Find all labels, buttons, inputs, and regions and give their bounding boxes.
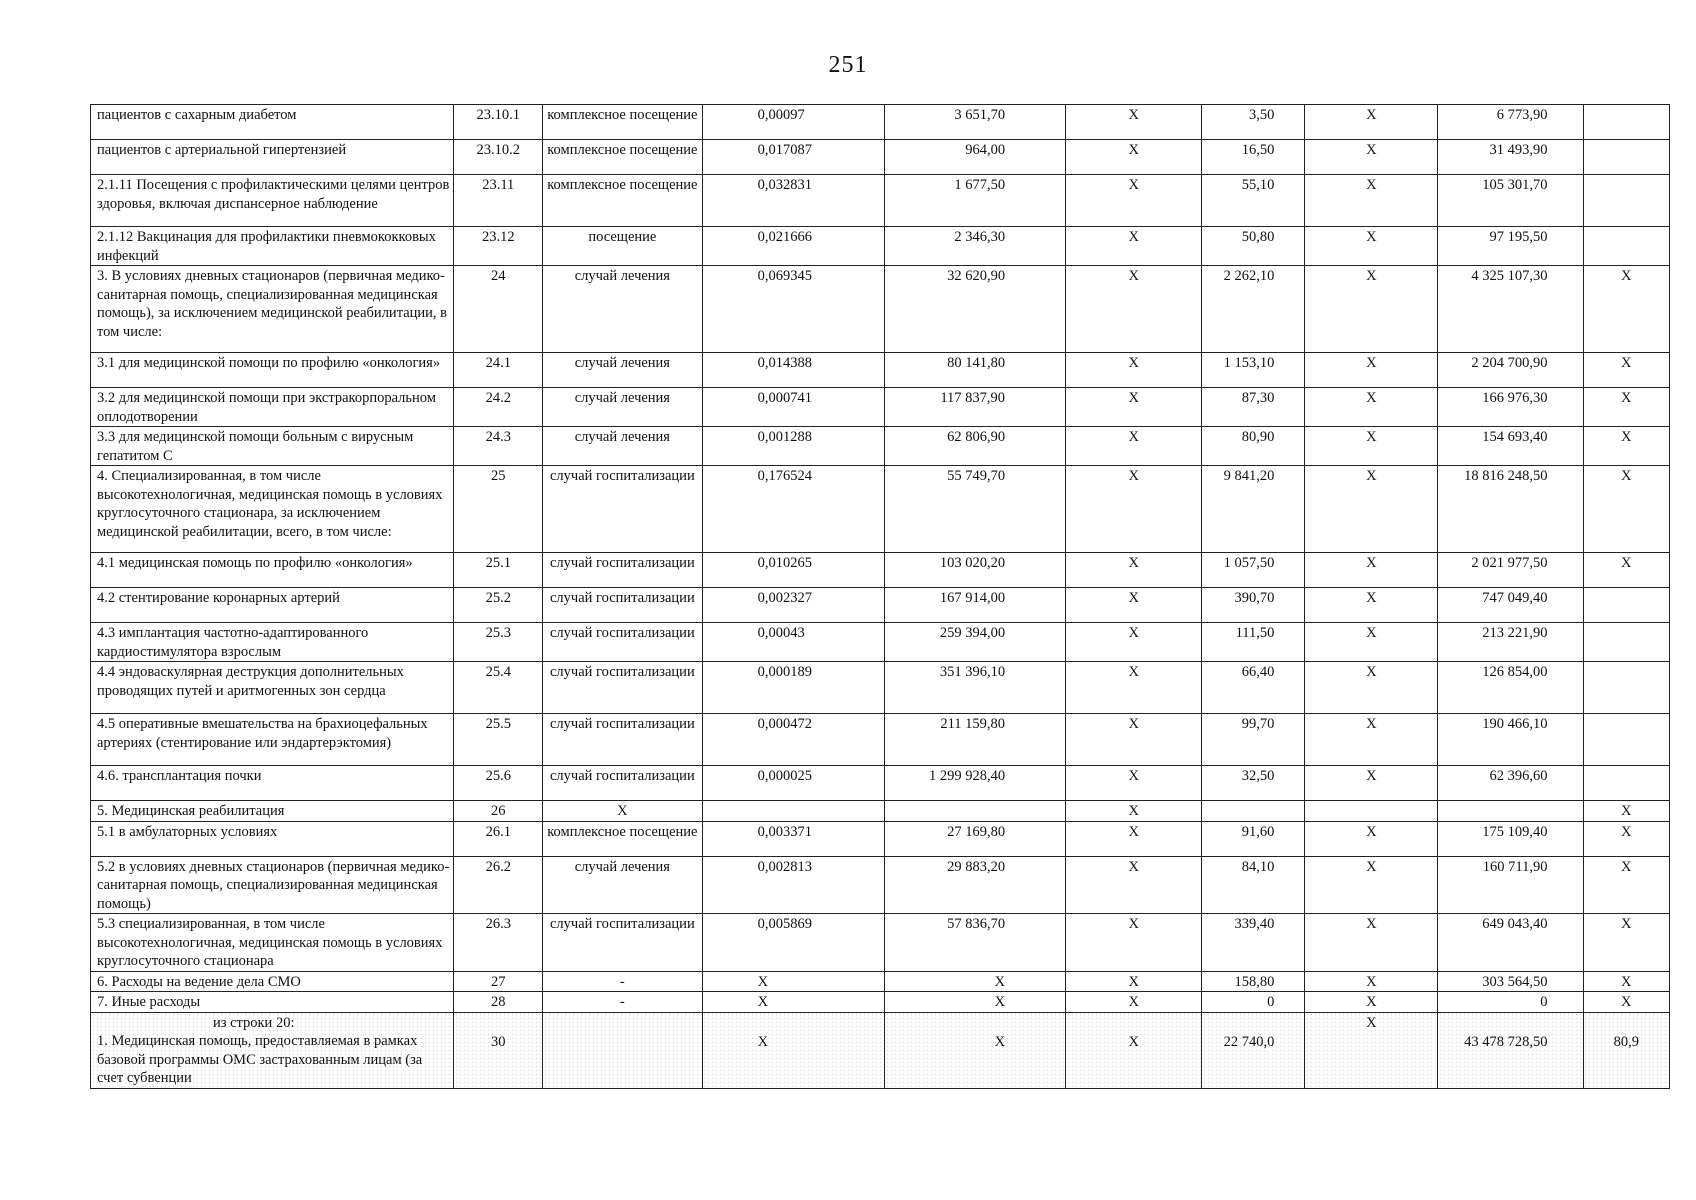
row-name: 5.3 специализированная, в том числе высокотехнологичная, медицинская помощь в условиях круглосуточного стационара bbox=[91, 914, 454, 972]
row-unit: комплексное посещение bbox=[543, 821, 703, 856]
row-col7: 84,10 bbox=[1202, 856, 1305, 914]
row-col7: 1 057,50 bbox=[1202, 553, 1305, 588]
row-norm: 0,002327 bbox=[702, 588, 885, 623]
row-col9: 126 854,00 bbox=[1438, 662, 1583, 714]
table-row bbox=[91, 105, 1670, 140]
row-unit: случай лечения bbox=[543, 856, 703, 914]
table-row bbox=[91, 714, 1670, 766]
row-col9 bbox=[1438, 801, 1583, 822]
row-col9: 175 109,40 bbox=[1438, 821, 1583, 856]
row-col6: X bbox=[1066, 227, 1202, 266]
row-col6: X bbox=[1066, 821, 1202, 856]
row-cost: 964,00 bbox=[885, 140, 1066, 175]
table-row bbox=[91, 662, 1670, 714]
row-col8: X bbox=[1305, 175, 1438, 227]
row-cost: X bbox=[885, 1012, 1066, 1088]
row-col9: 4 325 107,30 bbox=[1438, 266, 1583, 353]
row-cost bbox=[885, 801, 1066, 822]
row-col6: X bbox=[1066, 971, 1202, 992]
row-col10 bbox=[1583, 175, 1670, 227]
row-col6: X bbox=[1066, 1012, 1202, 1088]
row-col6: X bbox=[1066, 588, 1202, 623]
row-norm: 0,000741 bbox=[702, 388, 885, 427]
row-col8: X bbox=[1305, 266, 1438, 353]
row-unit: - bbox=[543, 992, 703, 1013]
row-norm: 0,001288 bbox=[702, 427, 885, 466]
row-cost: 3 651,70 bbox=[885, 105, 1066, 140]
row-name: 4.4 эндоваскулярная деструкция дополнительных проводящих путей и аритмогенных зон сердца bbox=[91, 662, 454, 714]
row-col8: X bbox=[1305, 353, 1438, 388]
row-name: 2.1.11 Посещения с профилактическими целями центров здоровья, включая диспансерное наблюдение bbox=[91, 175, 454, 227]
row-col8: X bbox=[1305, 388, 1438, 427]
row-col7 bbox=[1202, 801, 1305, 822]
row-col6: X bbox=[1066, 992, 1202, 1013]
row-col10: X bbox=[1583, 856, 1670, 914]
row-cost: 1 299 928,40 bbox=[885, 766, 1066, 801]
row-col7: 22 740,0 bbox=[1202, 1012, 1305, 1088]
row-col6: X bbox=[1066, 140, 1202, 175]
row-code: 26.2 bbox=[454, 856, 543, 914]
row-name: 3.1 для медицинской помощи по профилю «онкология» bbox=[91, 353, 454, 388]
row-code: 26.3 bbox=[454, 914, 543, 972]
row-col7: 55,10 bbox=[1202, 175, 1305, 227]
row-col8 bbox=[1305, 801, 1438, 822]
row-name: 4. Специализированная, в том числе высокотехнологичная, медицинская помощь в условиях круглосуточного стационара, за исключением медицинской реабилитации, всего, в том числе: bbox=[91, 466, 454, 553]
row-norm: 0,000025 bbox=[702, 766, 885, 801]
row-cost: 351 396,10 bbox=[885, 662, 1066, 714]
table-row bbox=[91, 266, 1670, 353]
row-cost: 32 620,90 bbox=[885, 266, 1066, 353]
row-col8: X bbox=[1305, 662, 1438, 714]
row-col9: 0 bbox=[1438, 992, 1583, 1013]
row-cost: 57 836,70 bbox=[885, 914, 1066, 972]
row-col7: 87,30 bbox=[1202, 388, 1305, 427]
table-row bbox=[91, 588, 1670, 623]
row-subheading: из строки 20: bbox=[212, 1014, 295, 1031]
row-col6: X bbox=[1066, 175, 1202, 227]
row-norm: 0,005869 bbox=[702, 914, 885, 972]
row-col7: 80,90 bbox=[1202, 427, 1305, 466]
row-col9: 97 195,50 bbox=[1438, 227, 1583, 266]
table-row bbox=[91, 623, 1670, 662]
row-name: 3.3 для медицинской помощи больным с вирусным гепатитом С bbox=[91, 427, 454, 466]
row-cost: X bbox=[885, 992, 1066, 1013]
row-col7: 390,70 bbox=[1202, 588, 1305, 623]
row-col6: X bbox=[1066, 914, 1202, 972]
row-col9: 6 773,90 bbox=[1438, 105, 1583, 140]
row-col10 bbox=[1583, 623, 1670, 662]
row-unit: посещение bbox=[543, 227, 703, 266]
row-col6: X bbox=[1066, 466, 1202, 553]
row-col8: X bbox=[1305, 971, 1438, 992]
row-col10 bbox=[1583, 662, 1670, 714]
row-col6: X bbox=[1066, 266, 1202, 353]
row-code: 25 bbox=[454, 466, 543, 553]
row-col9: 213 221,90 bbox=[1438, 623, 1583, 662]
row-code: 25.3 bbox=[454, 623, 543, 662]
row-norm: 0,069345 bbox=[702, 266, 885, 353]
row-col10 bbox=[1583, 714, 1670, 766]
row-col9: 154 693,40 bbox=[1438, 427, 1583, 466]
row-name: пациентов с сахарным диабетом bbox=[91, 105, 454, 140]
row-col7: 99,70 bbox=[1202, 714, 1305, 766]
row-col9: 18 816 248,50 bbox=[1438, 466, 1583, 553]
row-name bbox=[91, 1012, 454, 1088]
row-norm: 0,003371 bbox=[702, 821, 885, 856]
row-code: 26 bbox=[454, 801, 543, 822]
row-code: 30 bbox=[454, 1012, 543, 1088]
row-name: 4.3 имплантация частотно-адаптированного кардиостимулятора взрослым bbox=[91, 623, 454, 662]
row-name: 3.2 для медицинской помощи при экстракорпоральном оплодотворении bbox=[91, 388, 454, 427]
row-col8: X bbox=[1305, 914, 1438, 972]
row-col10: X bbox=[1583, 821, 1670, 856]
table-body bbox=[91, 105, 1670, 1089]
row-col8: X bbox=[1305, 140, 1438, 175]
row-col8: X bbox=[1305, 427, 1438, 466]
row-code: 23.11 bbox=[454, 175, 543, 227]
table-row bbox=[91, 553, 1670, 588]
row-col7: 16,50 bbox=[1202, 140, 1305, 175]
row-unit bbox=[543, 1012, 703, 1088]
row-unit: случай лечения bbox=[543, 266, 703, 353]
row-col6: X bbox=[1066, 353, 1202, 388]
table-row-total bbox=[91, 1012, 1670, 1088]
row-col7: 158,80 bbox=[1202, 971, 1305, 992]
row-code: 27 bbox=[454, 971, 543, 992]
row-col7: 32,50 bbox=[1202, 766, 1305, 801]
row-col8: X bbox=[1305, 553, 1438, 588]
row-col8: X bbox=[1305, 821, 1438, 856]
row-col6: X bbox=[1066, 553, 1202, 588]
row-col8: X bbox=[1305, 466, 1438, 553]
row-norm: 0,017087 bbox=[702, 140, 885, 175]
row-col9: 303 564,50 bbox=[1438, 971, 1583, 992]
row-code: 25.5 bbox=[454, 714, 543, 766]
row-col6: X bbox=[1066, 427, 1202, 466]
row-cost: 117 837,90 bbox=[885, 388, 1066, 427]
row-code: 26.1 bbox=[454, 821, 543, 856]
row-norm: 0,010265 bbox=[702, 553, 885, 588]
row-col10 bbox=[1583, 140, 1670, 175]
row-col8: X bbox=[1305, 105, 1438, 140]
row-cost: 62 806,90 bbox=[885, 427, 1066, 466]
row-norm: 0,000189 bbox=[702, 662, 885, 714]
row-col8: X bbox=[1305, 588, 1438, 623]
row-col8: X bbox=[1305, 856, 1438, 914]
row-unit: - bbox=[543, 971, 703, 992]
row-code: 25.4 bbox=[454, 662, 543, 714]
row-norm bbox=[702, 801, 885, 822]
row-name: пациентов с артериальной гипертензией bbox=[91, 140, 454, 175]
row-cost: 27 169,80 bbox=[885, 821, 1066, 856]
row-col7: 1 153,10 bbox=[1202, 353, 1305, 388]
table-row bbox=[91, 140, 1670, 175]
row-col6: X bbox=[1066, 105, 1202, 140]
row-unit: случай лечения bbox=[543, 427, 703, 466]
row-col10 bbox=[1583, 588, 1670, 623]
row-unit: случай госпитализации bbox=[543, 466, 703, 553]
row-col6: X bbox=[1066, 801, 1202, 822]
row-col10 bbox=[1583, 105, 1670, 140]
row-col8: X bbox=[1305, 766, 1438, 801]
row-name: 7. Иные расходы bbox=[91, 992, 454, 1013]
row-col10: 80,9 bbox=[1583, 1012, 1670, 1088]
row-unit: случай госпитализации bbox=[543, 662, 703, 714]
row-unit: комплексное посещение bbox=[543, 175, 703, 227]
row-norm: 0,000472 bbox=[702, 714, 885, 766]
row-unit: комплексное посещение bbox=[543, 140, 703, 175]
row-code: 23.12 bbox=[454, 227, 543, 266]
row-cost: 103 020,20 bbox=[885, 553, 1066, 588]
row-norm: X bbox=[702, 1012, 885, 1088]
row-col7: 339,40 bbox=[1202, 914, 1305, 972]
row-col10 bbox=[1583, 766, 1670, 801]
row-col10: X bbox=[1583, 466, 1670, 553]
table-row bbox=[91, 766, 1670, 801]
table-row bbox=[91, 914, 1670, 972]
row-name-text: 1. Медицинская помощь, предоставляемая в рамках базовой программы ОМС застрахованным лицам (за счет субвенции bbox=[97, 1033, 423, 1086]
row-norm: 0,032831 bbox=[702, 175, 885, 227]
table-row bbox=[91, 971, 1670, 992]
row-col9: 166 976,30 bbox=[1438, 388, 1583, 427]
tariff-table bbox=[90, 104, 1670, 1089]
row-code: 23.10.1 bbox=[454, 105, 543, 140]
row-col7: 9 841,20 bbox=[1202, 466, 1305, 553]
row-col10 bbox=[1583, 227, 1670, 266]
row-col7: 50,80 bbox=[1202, 227, 1305, 266]
row-col7: 66,40 bbox=[1202, 662, 1305, 714]
row-unit: случай госпитализации bbox=[543, 553, 703, 588]
row-col9: 160 711,90 bbox=[1438, 856, 1583, 914]
row-unit: X bbox=[543, 801, 703, 822]
table-row bbox=[91, 992, 1670, 1013]
row-cost: 29 883,20 bbox=[885, 856, 1066, 914]
row-col7: 91,60 bbox=[1202, 821, 1305, 856]
row-code: 24.3 bbox=[454, 427, 543, 466]
row-col6: X bbox=[1066, 623, 1202, 662]
row-col10: X bbox=[1583, 992, 1670, 1013]
row-name: 5. Медицинская реабилитация bbox=[91, 801, 454, 822]
row-cost: 55 749,70 bbox=[885, 466, 1066, 553]
row-norm: 0,00097 bbox=[702, 105, 885, 140]
row-col10: X bbox=[1583, 427, 1670, 466]
row-col9: 105 301,70 bbox=[1438, 175, 1583, 227]
row-name: 4.5 оперативные вмешательства на брахиоцефальных артериях (стентирование или эндартерэктомия) bbox=[91, 714, 454, 766]
row-name: 5.1 в амбулаторных условиях bbox=[91, 821, 454, 856]
row-code: 24.1 bbox=[454, 353, 543, 388]
row-col9: 2 021 977,50 bbox=[1438, 553, 1583, 588]
row-name: 6. Расходы на ведение дела СМО bbox=[91, 971, 454, 992]
table-row bbox=[91, 388, 1670, 427]
row-unit: случай госпитализации bbox=[543, 766, 703, 801]
row-col9: 649 043,40 bbox=[1438, 914, 1583, 972]
row-code: 25.1 bbox=[454, 553, 543, 588]
row-cost: 80 141,80 bbox=[885, 353, 1066, 388]
row-cost: 259 394,00 bbox=[885, 623, 1066, 662]
row-cost: 211 159,80 bbox=[885, 714, 1066, 766]
row-name: 4.2 стентирование коронарных артерий bbox=[91, 588, 454, 623]
row-col6: X bbox=[1066, 766, 1202, 801]
row-unit: случай госпитализации bbox=[543, 588, 703, 623]
row-col7: 0 bbox=[1202, 992, 1305, 1013]
row-norm: 0,00043 bbox=[702, 623, 885, 662]
row-code: 23.10.2 bbox=[454, 140, 543, 175]
row-name: 3. В условиях дневных стационаров (первичная медико-санитарная помощь, специализированная медицинская помощь), за исключением медицинской реабилитации, в том числе: bbox=[91, 266, 454, 353]
row-code: 24 bbox=[454, 266, 543, 353]
row-code: 25.2 bbox=[454, 588, 543, 623]
row-unit: случай лечения bbox=[543, 388, 703, 427]
table-row bbox=[91, 353, 1670, 388]
row-col8: X bbox=[1305, 227, 1438, 266]
row-unit: случай госпитализации bbox=[543, 914, 703, 972]
row-col6: X bbox=[1066, 388, 1202, 427]
row-col9: 190 466,10 bbox=[1438, 714, 1583, 766]
row-name: 4.6. трансплантация почки bbox=[91, 766, 454, 801]
row-norm: 0,002813 bbox=[702, 856, 885, 914]
row-col10: X bbox=[1583, 388, 1670, 427]
row-unit: случай госпитализации bbox=[543, 623, 703, 662]
row-name: 2.1.12 Вакцинация для профилактики пневмококковых инфекций bbox=[91, 227, 454, 266]
row-name: 4.1 медицинская помощь по профилю «онкология» bbox=[91, 553, 454, 588]
row-col8: X bbox=[1305, 1012, 1438, 1088]
row-code: 24.2 bbox=[454, 388, 543, 427]
row-cost: X bbox=[885, 971, 1066, 992]
row-unit: комплексное посещение bbox=[543, 105, 703, 140]
row-col10: X bbox=[1583, 914, 1670, 972]
row-col8: X bbox=[1305, 714, 1438, 766]
table-row bbox=[91, 821, 1670, 856]
row-col10: X bbox=[1583, 353, 1670, 388]
row-col8: X bbox=[1305, 992, 1438, 1013]
row-unit: случай госпитализации bbox=[543, 714, 703, 766]
row-col9: 2 204 700,90 bbox=[1438, 353, 1583, 388]
row-col8: X bbox=[1305, 623, 1438, 662]
row-name: 5.2 в условиях дневных стационаров (первичная медико-санитарная помощь, специализированная медицинская помощь) bbox=[91, 856, 454, 914]
row-norm: 0,014388 bbox=[702, 353, 885, 388]
row-col9: 62 396,60 bbox=[1438, 766, 1583, 801]
table-row bbox=[91, 227, 1670, 266]
row-col10: X bbox=[1583, 553, 1670, 588]
row-col9: 31 493,90 bbox=[1438, 140, 1583, 175]
row-code: 28 bbox=[454, 992, 543, 1013]
row-col7: 2 262,10 bbox=[1202, 266, 1305, 353]
row-norm: 0,021666 bbox=[702, 227, 885, 266]
table-row bbox=[91, 175, 1670, 227]
row-col7: 111,50 bbox=[1202, 623, 1305, 662]
table-row bbox=[91, 427, 1670, 466]
row-cost: 167 914,00 bbox=[885, 588, 1066, 623]
row-col9: 43 478 728,50 bbox=[1438, 1012, 1583, 1088]
table-row bbox=[91, 856, 1670, 914]
table-row bbox=[91, 466, 1670, 553]
row-cost: 1 677,50 bbox=[885, 175, 1066, 227]
row-norm: X bbox=[702, 992, 885, 1013]
row-cost: 2 346,30 bbox=[885, 227, 1066, 266]
row-norm: X bbox=[702, 971, 885, 992]
row-col10: X bbox=[1583, 971, 1670, 992]
row-norm: 0,176524 bbox=[702, 466, 885, 553]
row-col6: X bbox=[1066, 856, 1202, 914]
row-col9: 747 049,40 bbox=[1438, 588, 1583, 623]
row-code: 25.6 bbox=[454, 766, 543, 801]
row-col6: X bbox=[1066, 662, 1202, 714]
row-col6: X bbox=[1066, 714, 1202, 766]
row-col10: X bbox=[1583, 266, 1670, 353]
row-unit: случай лечения bbox=[543, 353, 703, 388]
page-number: 251 bbox=[828, 52, 868, 78]
table-row bbox=[91, 801, 1670, 822]
row-col7: 3,50 bbox=[1202, 105, 1305, 140]
row-col10: X bbox=[1583, 801, 1670, 822]
